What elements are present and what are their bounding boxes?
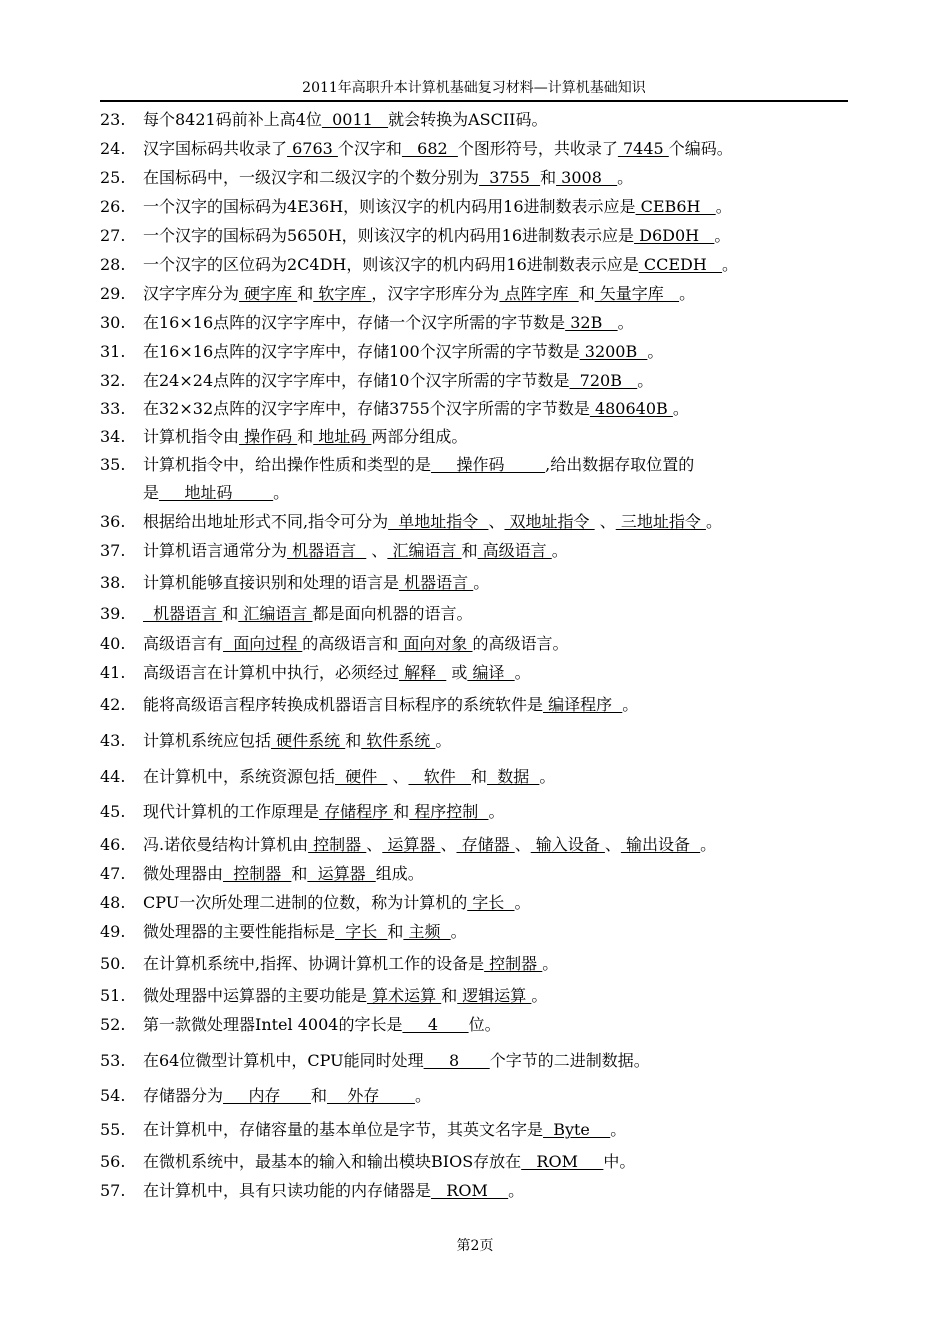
text-segment: 微处理器由	[143, 864, 224, 883]
text-segment: 和	[471, 767, 488, 786]
text-segment: 在32×32点阵的汉字字库中，存储3755个汉字所需的字节数是	[143, 399, 590, 418]
text-segment: 、	[387, 767, 409, 786]
question-text	[143, 1152, 635, 1171]
question-item	[100, 139, 860, 159]
question-number: 55.	[100, 1120, 126, 1139]
question-text	[143, 634, 569, 653]
text-segment: 、	[604, 835, 621, 854]
question-item	[100, 922, 860, 942]
question-number: 26.	[100, 197, 126, 216]
question-item	[100, 313, 860, 333]
text-segment: 个图形符号，共收录了	[457, 139, 618, 158]
answer-blank: 软件	[408, 767, 471, 786]
question-number: 24.	[100, 139, 126, 158]
text-segment: 在微机系统中，最基本的输入和输出模块BIOS存放在	[143, 1152, 522, 1171]
text-segment: 。	[508, 1181, 525, 1200]
question-number: 54.	[100, 1086, 126, 1105]
question-item	[100, 1051, 860, 1071]
text-segment: 和	[297, 284, 314, 303]
question-text	[143, 893, 531, 912]
text-segment: 、	[366, 835, 383, 854]
answer-blank: 地址码	[159, 483, 274, 502]
question-number: 45.	[100, 802, 126, 821]
text-segment: 和	[345, 731, 362, 750]
question-item	[100, 634, 860, 654]
answer-blank: 编译程序	[543, 695, 623, 714]
answer-blank: 矢量字库	[594, 284, 680, 303]
answer-blank: 控制器	[308, 835, 367, 854]
answer-blank: 单地址指令	[388, 512, 489, 531]
question-number: 36.	[100, 512, 126, 531]
question-item	[100, 767, 860, 787]
text-segment: 。	[705, 512, 722, 531]
text-segment: 在计算机中，具有只读功能的内存储器是	[143, 1181, 432, 1200]
text-segment: 高级语言有	[143, 634, 224, 653]
answer-blank: 汇编语言	[387, 541, 462, 560]
question-text	[143, 255, 738, 274]
text-segment: 。	[414, 1086, 431, 1105]
question-item	[100, 1152, 860, 1172]
question-text	[143, 1051, 650, 1070]
question-text	[143, 767, 555, 786]
answer-blank: 硬字库	[239, 284, 298, 303]
answer-blank: 解释	[399, 663, 447, 682]
page-header-title: 2011年高职升本计算机基础复习材料—计算机基础知识	[302, 80, 646, 96]
question-text	[143, 371, 653, 390]
question-item	[100, 197, 860, 217]
question-number: 31.	[100, 342, 126, 361]
question-text	[143, 1120, 626, 1139]
answer-blank: 输出设备	[620, 835, 701, 854]
question-text	[143, 1181, 524, 1200]
text-segment: 或	[446, 663, 468, 682]
text-segment: 个编码。	[668, 139, 733, 158]
text-segment: 高级语言在计算机中执行，必须经过	[143, 663, 400, 682]
text-segment: 冯.诺依曼结构计算机由	[143, 835, 309, 854]
answer-blank: 汇编语言	[238, 604, 313, 623]
text-segment: 。	[488, 802, 505, 821]
answer-blank: 程序控制	[409, 802, 489, 821]
question-number: 33.	[100, 399, 126, 418]
answer-blank: 外存	[326, 1086, 415, 1105]
question-text	[143, 663, 531, 682]
text-segment: 计算机指令由	[143, 427, 240, 446]
question-number: 50.	[100, 954, 126, 973]
question-text	[143, 399, 689, 418]
question-number: 57.	[100, 1181, 126, 1200]
text-segment: 。	[700, 835, 717, 854]
text-segment: 个字节的二进制数据。	[489, 1051, 650, 1070]
text-segment: 微处理器中运算器的主要功能是	[143, 986, 368, 1005]
question-item	[100, 255, 860, 275]
answer-blank: 0011	[321, 110, 389, 129]
text-segment: 能将高级语言程序转换成机器语言目标程序的系统软件是	[143, 695, 544, 714]
answer-blank: ROM	[521, 1152, 604, 1171]
text-segment: ,给出数据存取位置的	[545, 455, 695, 474]
question-item	[100, 802, 860, 822]
text-segment: 是	[143, 483, 160, 502]
answer-blank: 7445	[617, 139, 669, 158]
question-text	[143, 835, 716, 854]
question-number: 35.	[100, 455, 126, 474]
question-number: 38.	[100, 573, 126, 592]
question-number: 46.	[100, 835, 126, 854]
answer-blank: 存储程序	[319, 802, 394, 821]
question-item	[100, 1120, 860, 1140]
question-text	[143, 864, 424, 883]
answer-blank: 3008	[556, 168, 618, 187]
question-number: 53.	[100, 1051, 126, 1070]
answer-blank: 地址码	[313, 427, 372, 446]
text-segment: 一个汉字的国标码为5650H，则该汉字的机内码用16进制数表示应是	[143, 226, 635, 245]
question-text	[143, 802, 505, 821]
question-item	[100, 893, 860, 913]
text-segment: 。	[514, 663, 531, 682]
question-item	[100, 986, 860, 1006]
text-segment: 中。	[603, 1152, 636, 1171]
question-item	[100, 573, 860, 593]
question-text	[143, 139, 733, 158]
question-number: 28.	[100, 255, 126, 274]
text-segment: 汉字字库分为	[143, 284, 240, 303]
question-number: 30.	[100, 313, 126, 332]
text-segment: 。	[617, 313, 634, 332]
question-item	[100, 835, 860, 855]
text-segment: 。	[610, 1120, 627, 1139]
text-segment: 和	[297, 427, 314, 446]
text-segment: 在64位微型计算机中，CPU能同时处理	[143, 1051, 424, 1070]
text-segment: 的高级语言。	[472, 634, 569, 653]
answer-blank: 机器语言	[399, 573, 474, 592]
answer-blank: 字长	[335, 922, 388, 941]
text-segment: 。	[679, 284, 696, 303]
text-segment: 和	[441, 986, 458, 1005]
answer-blank: 6763	[287, 139, 338, 158]
text-segment: 。	[551, 541, 568, 560]
answer-blank: D6D0H	[634, 226, 715, 245]
question-text	[143, 1015, 501, 1034]
question-item	[100, 399, 860, 419]
text-segment: 、	[514, 835, 531, 854]
text-segment: 存储器分为	[143, 1086, 224, 1105]
answer-blank: 控制器	[223, 864, 292, 883]
text-segment: 在16×16点阵的汉字字库中，存储100个汉字所需的字节数是	[143, 342, 580, 361]
question-number: 25.	[100, 168, 126, 187]
question-number: 29.	[100, 284, 126, 303]
question-number: 48.	[100, 893, 126, 912]
text-segment: 、	[366, 541, 388, 560]
question-item	[100, 110, 860, 130]
text-segment: 。	[714, 226, 731, 245]
text-segment: 每个8421码前补上高4位	[143, 110, 322, 129]
answer-blank: 软件系统	[361, 731, 436, 750]
page-number: 第2页	[456, 1238, 494, 1254]
text-segment: 、	[488, 512, 505, 531]
answer-blank: 720B	[569, 371, 638, 390]
text-segment: 。	[617, 168, 634, 187]
text-segment: 就会转换为ASCII码。	[388, 110, 548, 129]
question-number: 34.	[100, 427, 126, 446]
question-number: 49.	[100, 922, 126, 941]
answer-blank: 逻辑运算	[457, 986, 532, 1005]
question-number: 27.	[100, 226, 126, 245]
question-text	[143, 986, 547, 1005]
question-text	[143, 954, 558, 973]
question-item	[100, 512, 860, 532]
text-segment: 。	[715, 197, 732, 216]
text-segment: 在计算机中，存储容量的基本单位是字节，其英文名字是	[143, 1120, 544, 1139]
question-text	[143, 573, 489, 592]
answer-blank: 字长	[467, 893, 515, 912]
question-text	[143, 695, 638, 714]
answer-blank: 算术运算	[367, 986, 442, 1005]
text-segment: 微处理器的主要性能指标是	[143, 922, 336, 941]
answer-blank: 4	[402, 1015, 469, 1034]
question-item	[100, 864, 860, 884]
text-segment: 的高级语言和	[302, 634, 399, 653]
text-segment: 根据给出地址形式不同,指令可分为	[143, 512, 389, 531]
question-number: 47.	[100, 864, 126, 883]
text-segment: 在计算机系统中,指挥、协调计算机工作的设备是	[143, 954, 485, 973]
answer-blank: 控制器	[484, 954, 543, 973]
text-segment: 都是面向机器的语言。	[312, 604, 473, 623]
answer-blank: 面向过程	[223, 634, 303, 653]
text-segment: 一个汉字的区位码为2C4DH，则该汉字的机内码用16进制数表示应是	[143, 255, 639, 274]
question-number: 32.	[100, 371, 126, 390]
question-number: 51.	[100, 986, 126, 1005]
question-item	[100, 342, 860, 362]
question-text	[143, 168, 633, 187]
question-text	[143, 313, 634, 332]
question-number: 39.	[100, 604, 126, 623]
answer-blank: 运算器	[307, 864, 376, 883]
answer-blank: 三地址指令	[615, 512, 706, 531]
text-segment: 计算机指令中，给出操作性质和类型的是	[143, 455, 432, 474]
question-text	[143, 427, 467, 446]
text-segment: 。	[514, 893, 531, 912]
text-segment: 汉字国标码共收录了	[143, 139, 288, 158]
text-segment: 。	[542, 954, 559, 973]
question-item	[100, 1086, 860, 1106]
answer-blank: 682	[401, 139, 458, 158]
question-number: 42.	[100, 695, 126, 714]
question-item	[100, 284, 860, 304]
question-number: 44.	[100, 767, 126, 786]
answer-blank: 32B	[565, 313, 618, 332]
question-item	[100, 226, 860, 246]
question-text	[143, 604, 472, 623]
question-item	[100, 1015, 860, 1035]
question-text	[143, 1086, 431, 1105]
text-segment: 和	[540, 168, 557, 187]
answer-blank: 软字库	[313, 284, 372, 303]
answer-blank: Byte	[543, 1120, 611, 1139]
answer-blank: 高级语言	[477, 541, 552, 560]
text-segment: 和	[291, 864, 308, 883]
question-number: 52.	[100, 1015, 126, 1034]
question-text	[143, 541, 568, 560]
text-segment: 和	[387, 922, 404, 941]
answer-blank: 输入设备	[530, 835, 605, 854]
question-item	[100, 371, 860, 391]
question-item	[100, 731, 860, 751]
text-segment: 和	[578, 284, 595, 303]
question-number: 56.	[100, 1152, 126, 1171]
text-segment: 、	[440, 835, 457, 854]
text-segment: 位。	[468, 1015, 501, 1034]
text-segment: 第一款微处理器Intel 4004的字长是	[143, 1015, 403, 1034]
answer-blank: 存储器	[456, 835, 515, 854]
answer-blank: 内存	[223, 1086, 311, 1105]
question-number: 41.	[100, 663, 126, 682]
text-segment: 和	[222, 604, 239, 623]
question-item	[100, 427, 860, 447]
answer-blank: ROM	[431, 1181, 509, 1200]
answer-blank: 编译	[467, 663, 515, 682]
answer-blank: 硬件	[335, 767, 388, 786]
text-segment: 在国标码中，一级汉字和二级汉字的个数分别为	[143, 168, 480, 187]
text-segment: 计算机语言通常分为	[143, 541, 288, 560]
answer-blank: 480640B	[589, 399, 673, 418]
answer-blank: 面向对象	[398, 634, 473, 653]
question-text	[143, 226, 730, 245]
question-item	[100, 695, 860, 715]
answer-blank: CCEDH	[638, 255, 723, 274]
text-segment: 。	[722, 255, 739, 274]
text-segment: 。	[450, 922, 467, 941]
text-segment: 。	[473, 573, 490, 592]
question-number: 43.	[100, 731, 126, 750]
question-item	[100, 663, 860, 683]
question-item	[100, 168, 860, 188]
question-text	[143, 455, 694, 474]
question-item	[100, 954, 860, 974]
text-segment: 。	[637, 371, 654, 390]
text-segment: 。	[531, 986, 548, 1005]
text-segment: 一个汉字的国标码为4E36H，则该汉字的机内码用16进制数表示应是	[143, 197, 636, 216]
answer-blank: 主频	[403, 922, 451, 941]
text-segment: 计算机系统应包括	[143, 731, 272, 750]
text-segment: 在计算机中，系统资源包括	[143, 767, 336, 786]
answer-blank: 双地址指令	[504, 512, 595, 531]
text-segment: 在24×24点阵的汉字字库中，存储10个汉字所需的字节数是	[143, 371, 570, 390]
answer-blank: 操作码	[239, 427, 298, 446]
answer-blank: 数据	[487, 767, 540, 786]
answer-blank: CEB6H	[635, 197, 716, 216]
text-segment: 和	[310, 1086, 327, 1105]
text-segment: 和	[393, 802, 410, 821]
text-segment: 。	[647, 342, 664, 361]
question-item	[100, 541, 860, 561]
text-segment: 。	[435, 731, 452, 750]
answer-blank: 3755	[479, 168, 541, 187]
answer-blank: 点阵字库	[499, 284, 579, 303]
text-segment: 。	[672, 399, 689, 418]
text-segment: 计算机能够直接识别和处理的语言是	[143, 573, 400, 592]
question-text	[143, 197, 732, 216]
answer-blank: 操作码	[431, 455, 546, 474]
text-segment: 、	[594, 512, 616, 531]
question-text	[143, 342, 663, 361]
answer-blank: 运算器	[382, 835, 441, 854]
question-number: 23.	[100, 110, 126, 129]
answer-blank: 8	[423, 1051, 490, 1070]
text-segment: 。	[273, 483, 290, 502]
question-number: 40.	[100, 634, 126, 653]
text-segment: ，汉字字形库分为	[371, 284, 500, 303]
text-segment: 。	[539, 767, 556, 786]
question-item	[100, 455, 860, 475]
question-item	[100, 483, 860, 503]
question-text	[143, 512, 722, 531]
question-item	[100, 604, 860, 624]
answer-blank: 机器语言	[143, 604, 223, 623]
question-text	[143, 284, 695, 303]
text-segment: 两部分组成。	[371, 427, 468, 446]
text-segment: 个汉字和	[337, 139, 402, 158]
question-item	[100, 1181, 860, 1201]
text-segment: 在16×16点阵的汉字字库中，存储一个汉字所需的字节数是	[143, 313, 566, 332]
text-segment: 。	[622, 695, 639, 714]
answer-blank: 3200B	[579, 342, 648, 361]
question-text	[143, 110, 547, 129]
question-text	[143, 731, 451, 750]
question-text	[143, 922, 467, 941]
text-segment: 组成。	[375, 864, 424, 883]
answer-blank: 机器语言	[287, 541, 367, 560]
text-segment: CPU一次所处理二进制的位数，称为计算机的	[143, 893, 468, 912]
question-number: 37.	[100, 541, 126, 560]
answer-blank: 硬件系统	[271, 731, 346, 750]
text-segment: 和	[461, 541, 478, 560]
text-segment: 现代计算机的工作原理是	[143, 802, 320, 821]
question-text	[143, 483, 289, 502]
